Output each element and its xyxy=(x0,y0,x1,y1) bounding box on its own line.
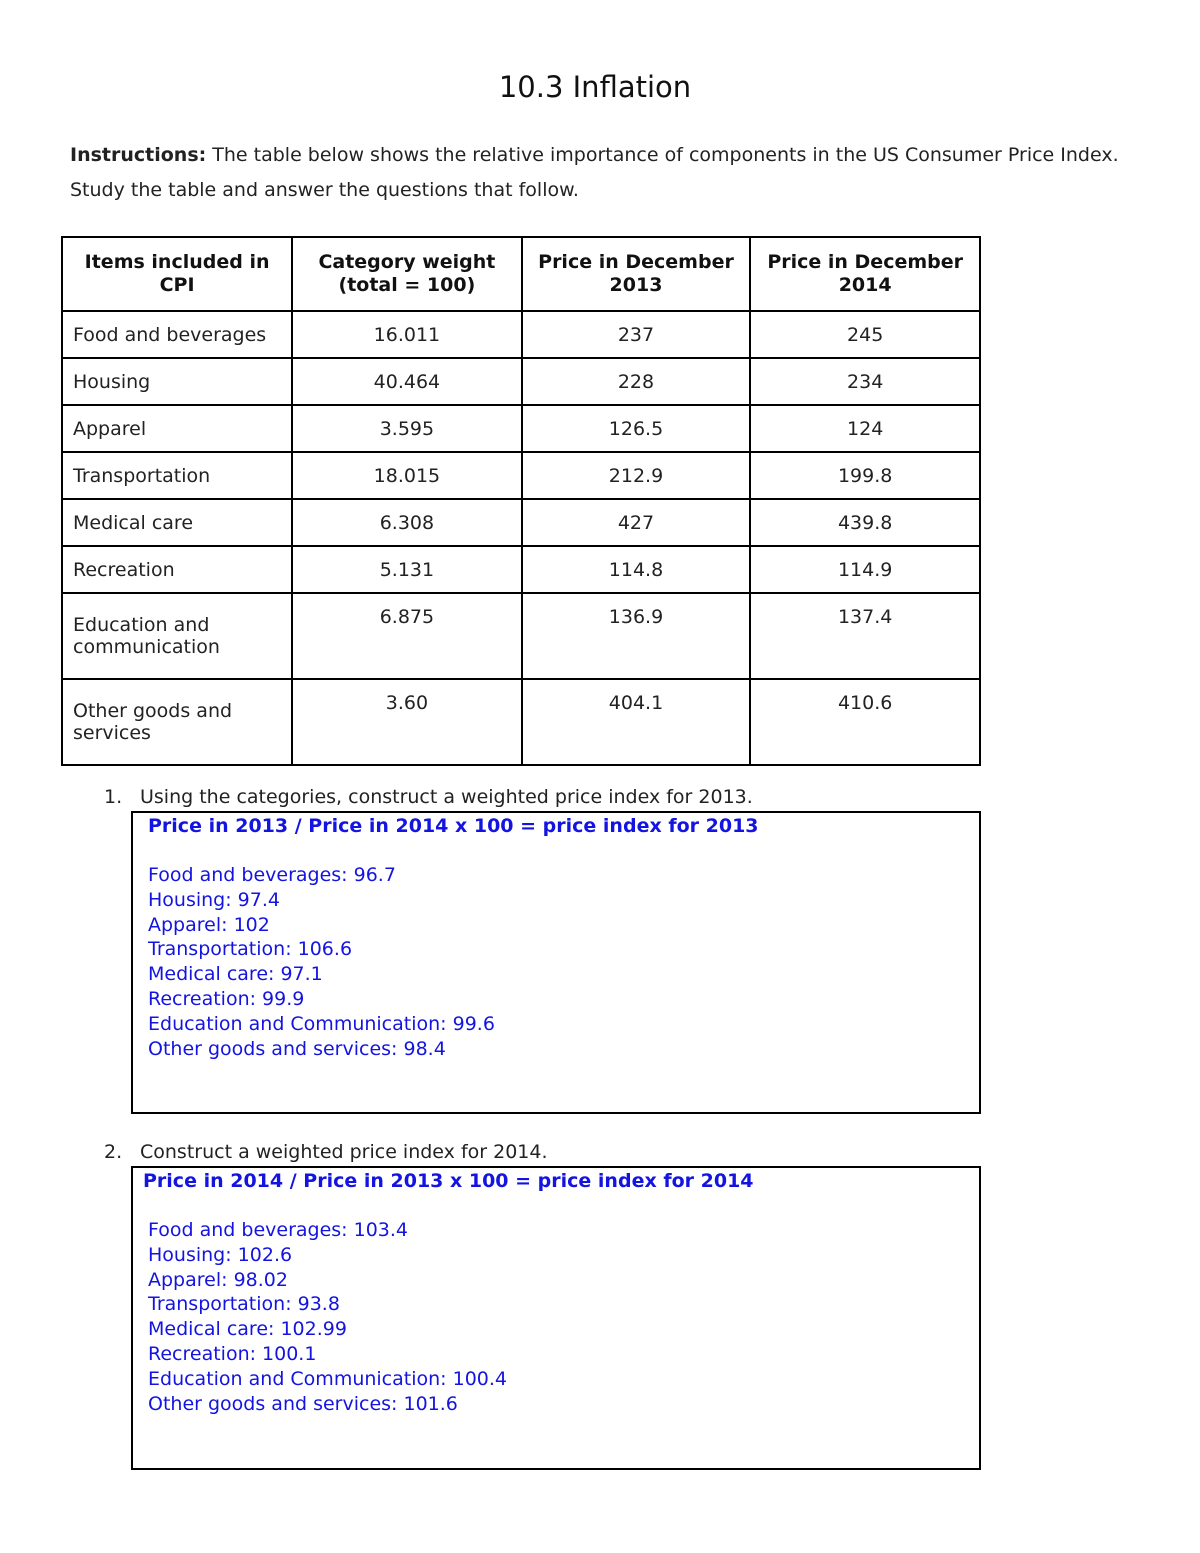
column-header: Category weight (total = 100) xyxy=(292,237,522,311)
list-item: Medical care: 102.99 xyxy=(148,1318,347,1341)
instructions xyxy=(70,138,1150,208)
table-cell: 6.875 xyxy=(292,593,522,679)
table-cell: Housing xyxy=(62,358,292,405)
table-cell: 6.308 xyxy=(292,499,522,546)
table-cell: 18.015 xyxy=(292,452,522,499)
answer-box-1[interactable] xyxy=(131,811,981,1114)
table-cell: 114.9 xyxy=(750,546,980,593)
list-item: Housing: 102.6 xyxy=(148,1243,293,1266)
table-cell: 126.5 xyxy=(522,405,751,452)
list-item: Education and Communication: 99.6 xyxy=(148,1012,495,1035)
table-cell: 114.8 xyxy=(522,546,751,593)
list-item: Recreation: 99.9 xyxy=(148,987,305,1010)
table-row xyxy=(62,546,980,593)
question-text: Using the categories, construct a weighted price index for 2013. xyxy=(140,786,753,808)
table-cell: 136.9 xyxy=(522,593,751,679)
table-cell: Other goods and services xyxy=(62,679,292,765)
list-item: Transportation: 106.6 xyxy=(148,938,353,961)
answer-list xyxy=(148,863,495,1061)
table-cell: 245 xyxy=(750,311,980,358)
list-item: Food and beverages: 103.4 xyxy=(148,1219,409,1241)
table-cell: 237 xyxy=(522,311,751,358)
table-cell: 228 xyxy=(522,358,751,405)
list-item: Other goods and services: 101.6 xyxy=(148,1392,458,1415)
question-1 xyxy=(104,786,753,808)
list-item: Housing: 97.4 xyxy=(148,888,280,911)
table-row xyxy=(62,593,980,679)
question-text: Construct a weighted price index for 2014. xyxy=(140,1141,548,1163)
table-cell: 439.8 xyxy=(750,499,980,546)
table-cell: 5.131 xyxy=(292,546,522,593)
table-cell: 404.1 xyxy=(522,679,751,765)
table-row xyxy=(62,679,980,765)
table-cell: 199.8 xyxy=(750,452,980,499)
list-item: Education and Communication: 100.4 xyxy=(148,1367,508,1390)
table-cell: 3.595 xyxy=(292,405,522,452)
table-cell: 40.464 xyxy=(292,358,522,405)
table-row xyxy=(62,358,980,405)
question-number: 1. xyxy=(104,786,123,808)
instructions-text: The table below shows the relative importance of components in the US Consumer Price Index. Study the table and answer the questions that follow. xyxy=(70,144,1119,201)
list-item: Recreation: 100.1 xyxy=(148,1342,317,1365)
column-header: Items included in CPI xyxy=(62,237,292,311)
table-row xyxy=(62,499,980,546)
list-item: Transportation: 93.8 xyxy=(148,1293,340,1316)
table-cell: 3.60 xyxy=(292,679,522,765)
list-item: Medical care: 97.1 xyxy=(148,963,323,986)
table-cell: 427 xyxy=(522,499,751,546)
question-number: 2. xyxy=(104,1141,123,1163)
list-item: Apparel: 98.02 xyxy=(148,1268,288,1291)
table-cell: 212.9 xyxy=(522,452,751,499)
list-item: Food and beverages: 96.7 xyxy=(148,864,396,886)
table-cell: Apparel xyxy=(62,405,292,452)
column-header: Price in December 2013 xyxy=(522,237,751,311)
answer-list xyxy=(148,1218,507,1416)
table-cell: 16.011 xyxy=(292,311,522,358)
table-row xyxy=(62,405,980,452)
table-row xyxy=(62,452,980,499)
answer-box-2[interactable] xyxy=(131,1166,981,1470)
table-cell: 234 xyxy=(750,358,980,405)
instructions-label: Instructions: xyxy=(70,144,207,166)
cpi-table xyxy=(61,236,981,766)
table-cell: 137.4 xyxy=(750,593,980,679)
table-cell: Food and beverages xyxy=(62,311,292,358)
list-item: Apparel: 102 xyxy=(148,913,270,936)
table-cell: Medical care xyxy=(62,499,292,546)
table-cell: 410.6 xyxy=(750,679,980,765)
table-cell: Recreation xyxy=(62,546,292,593)
column-header: Price in December 2014 xyxy=(750,237,980,311)
list-item: Other goods and services: 98.4 xyxy=(148,1037,446,1060)
answer-formula: Price in 2014 / Price in 2013 x 100 = price index for 2014 xyxy=(143,1170,754,1192)
table-cell: 124 xyxy=(750,405,980,452)
answer-formula: Price in 2013 / Price in 2014 x 100 = price index for 2013 xyxy=(148,815,759,837)
table-cell: Transportation xyxy=(62,452,292,499)
table-cell: Education and communication xyxy=(62,593,292,679)
table-header-row xyxy=(62,237,980,311)
page-title: 10.3 Inflation xyxy=(498,70,692,104)
table-row xyxy=(62,311,980,358)
question-2 xyxy=(104,1141,548,1163)
